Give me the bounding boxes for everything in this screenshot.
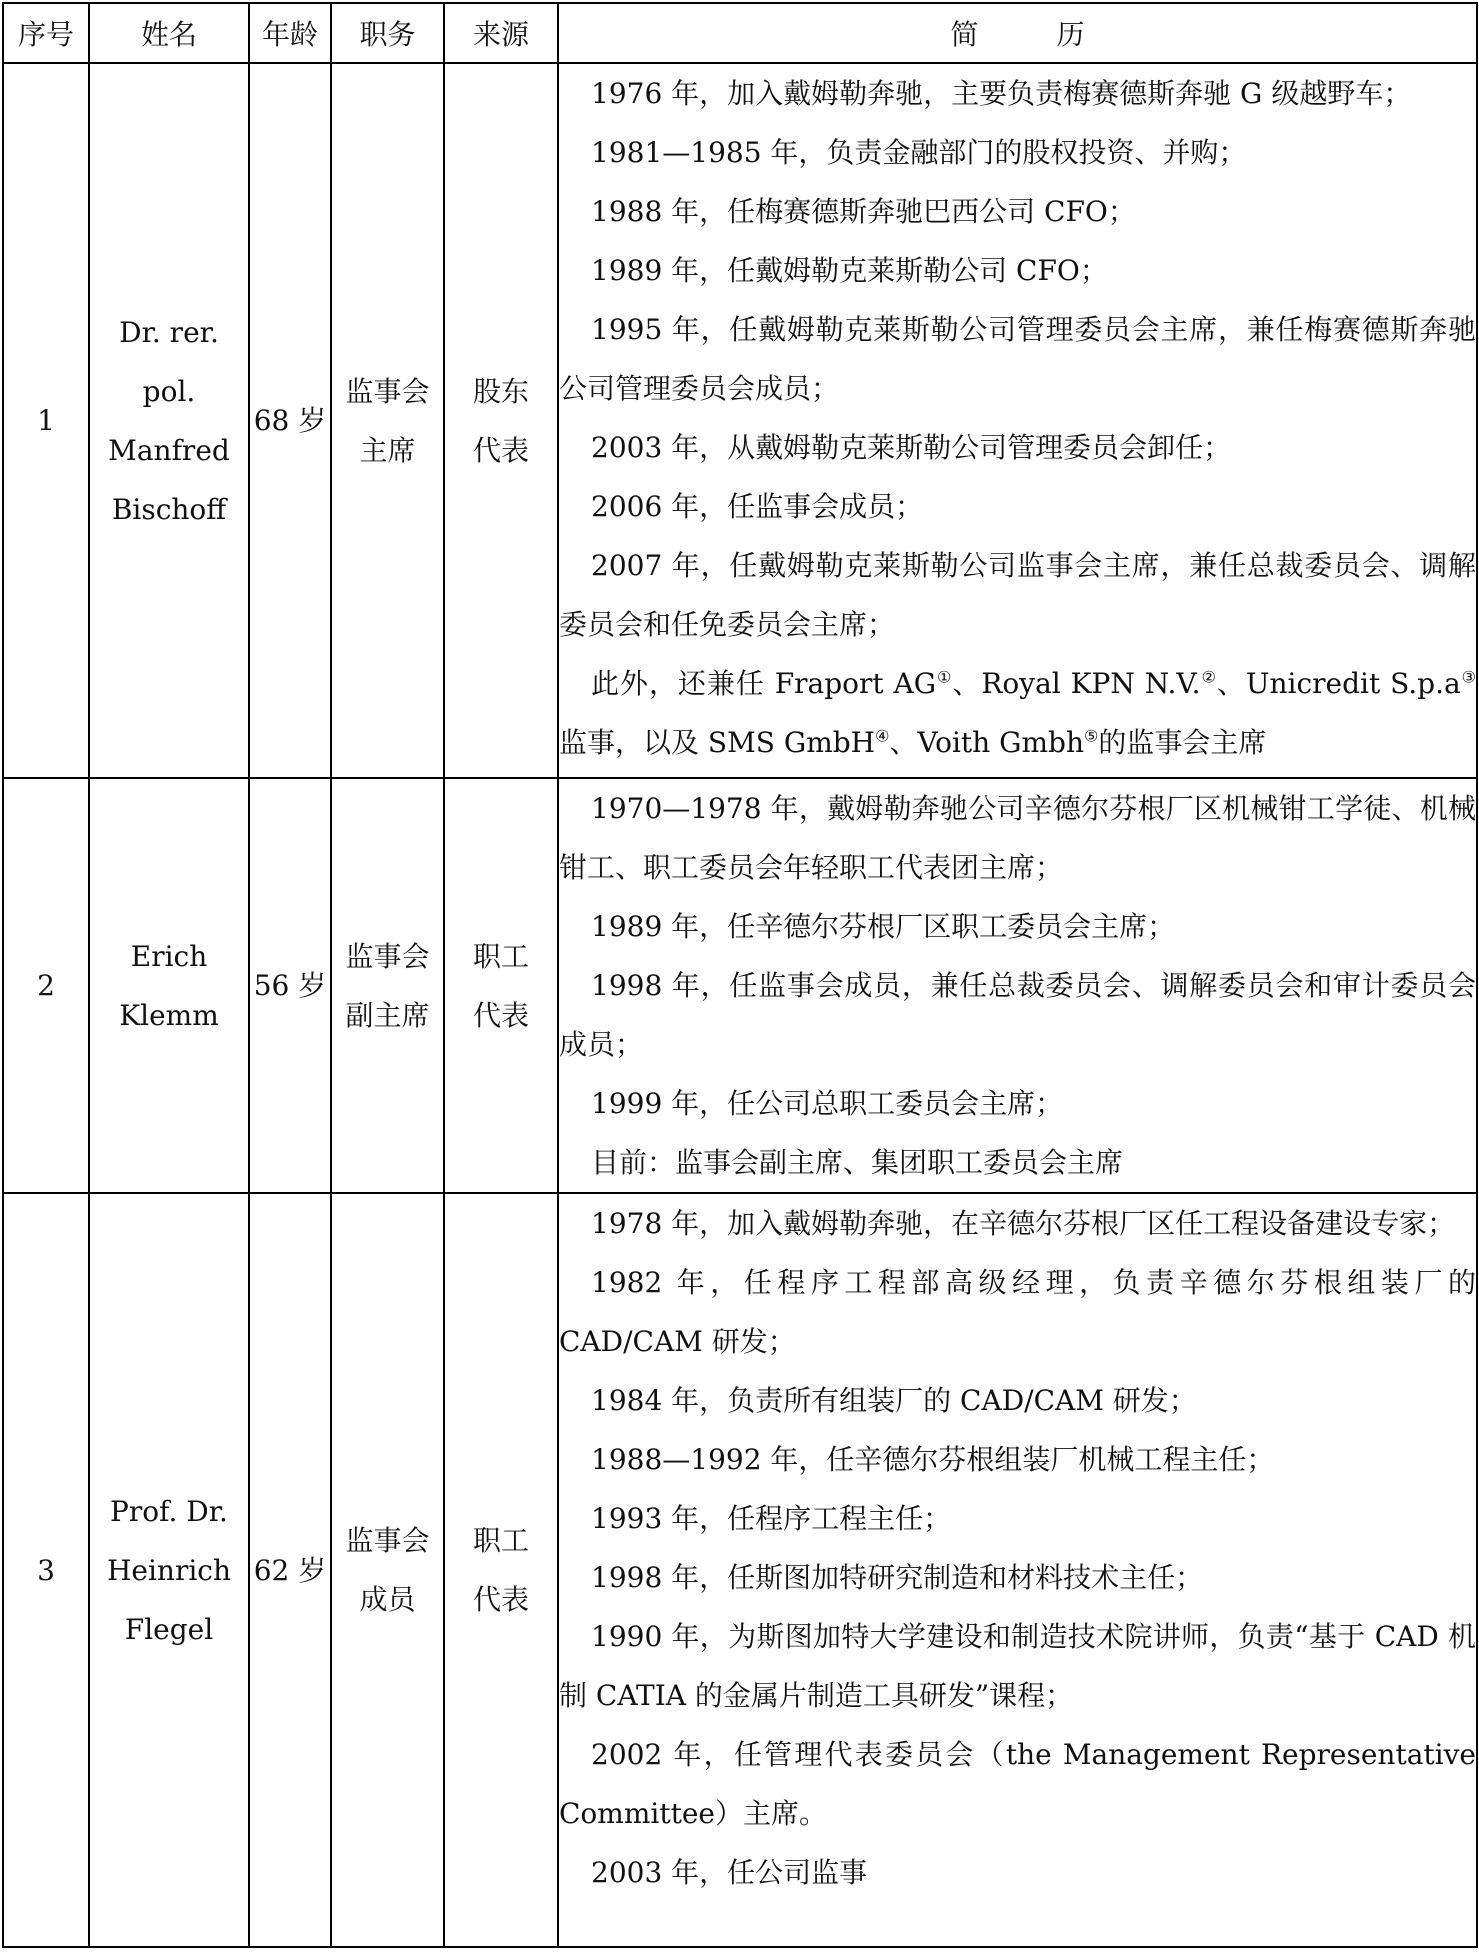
bio-entry: 1976 年，加入戴姆勒奔驰，主要负责梅赛德斯奔驰 G 级越野车； <box>591 77 1412 110</box>
name-line: Manfred <box>108 433 230 467</box>
other-posts-text: 的监事会主席 <box>1098 726 1267 759</box>
footnote-marker: ③ <box>1460 667 1477 687</box>
row-index: 2 <box>3 778 89 1193</box>
name-line: Klemm <box>119 998 219 1032</box>
row-position <box>331 1193 444 1947</box>
source-line: 职工 <box>472 1524 529 1557</box>
position-line: 副主席 <box>345 998 430 1032</box>
header-source: 来源 <box>444 3 558 63</box>
bio-entry: 1970—1978 年，戴姆勒奔驰公司辛德尔芬根厂区机械钳工学徒、机械钳工、职工委员会年轻职工代表团主席； <box>559 792 1476 884</box>
header-row <box>3 3 1477 63</box>
bio-entry: 1989 年，任戴姆勒克莱斯勒公司 CFO； <box>591 254 1108 287</box>
header-bio <box>558 3 1477 63</box>
bio-entry: 1989 年，任辛德尔芬根厂区职工委员会主席； <box>591 910 1176 943</box>
row-position <box>331 63 444 778</box>
other-posts-text: 、Voith Gmbh <box>889 726 1084 759</box>
row-index: 1 <box>3 63 89 778</box>
footnote-marker: ④ <box>875 726 890 746</box>
bio-entry-other-posts <box>559 654 1476 772</box>
row-source <box>444 63 558 778</box>
source-line: 代表 <box>472 433 529 467</box>
other-posts-text: 此外，还兼任 Fraport AG <box>591 667 937 700</box>
row-position <box>331 778 444 1193</box>
source-line: 股东 <box>472 374 529 408</box>
position-line: 监事会 <box>345 1524 430 1557</box>
bio-entry: 2007 年，任戴姆勒克莱斯勒公司监事会主席，兼任总裁委员会、调解委员会和任免委员会主席； <box>559 549 1476 641</box>
row-name <box>89 778 249 1193</box>
name-line: Heinrich <box>106 1553 232 1587</box>
table-row <box>3 63 1477 778</box>
row-name <box>89 63 249 778</box>
footnote-marker: ① <box>936 667 953 687</box>
source-line: 代表 <box>472 998 529 1032</box>
row-age: 62 岁 <box>249 1193 331 1947</box>
header-name: 姓名 <box>89 3 249 63</box>
bio-entry: 1982 年，任程序工程部高级经理，负责辛德尔芬根组装厂的 CAD/CAM 研发； <box>559 1266 1476 1358</box>
bio-entry: 2003 年，任公司监事 <box>591 1856 868 1889</box>
row-name <box>89 1193 249 1947</box>
header-index: 序号 <box>3 3 89 63</box>
bio-entry: 1999 年，任公司总职工委员会主席； <box>591 1087 1064 1120</box>
bio-entry: 2002 年，任管理代表委员会（the Management Representative Committee）主席。 <box>559 1738 1476 1830</box>
row-bio <box>558 778 1477 1193</box>
bio-entry: 2006 年，任监事会成员； <box>591 490 924 523</box>
row-bio <box>558 1193 1477 1947</box>
header-position: 职务 <box>331 3 444 63</box>
name-line: Bischoff <box>111 492 227 526</box>
other-posts-text: 、Royal KPN N.V. <box>952 667 1201 700</box>
bio-entry: 1993 年，任程序工程主任； <box>591 1502 952 1535</box>
bio-entry: 1998 年，任斯图加特研究制造和材料技术主任； <box>591 1561 1204 1594</box>
supervisory-board-table <box>2 2 1478 1948</box>
row-source <box>444 778 558 1193</box>
row-index: 3 <box>3 1193 89 1947</box>
source-line: 职工 <box>472 939 529 973</box>
table-row <box>3 778 1477 1193</box>
name-line: Flegel <box>124 1612 214 1646</box>
position-line: 成员 <box>359 1583 416 1616</box>
bio-entry: 1981—1985 年，负责金融部门的股权投资、并购； <box>591 136 1247 169</box>
position-line: 主席 <box>359 433 416 467</box>
bio-entry: 1988 年，任梅赛德斯奔驰巴西公司 CFO； <box>591 195 1136 228</box>
row-age: 56 岁 <box>249 778 331 1193</box>
bio-entry: 1990 年，为斯图加特大学建设和制造技术院讲师，负责“基于 CAD 机制 CATIA 的金属片制造工具研发”课程； <box>559 1620 1476 1712</box>
other-posts-text: 监事，以及 SMS GmbH <box>559 726 876 759</box>
table-row <box>3 1193 1477 1947</box>
position-line: 监事会 <box>345 374 430 408</box>
bio-entry: 1988—1992 年，任辛德尔芬根组装厂机械工程主任； <box>591 1443 1275 1476</box>
bio-entry: 1995 年，任戴姆勒克莱斯勒公司管理委员会主席，兼任梅赛德斯奔驰公司管理委员会成员； <box>559 313 1476 405</box>
bio-entry: 2003 年，从戴姆勒克莱斯勒公司管理委员会卸任； <box>591 431 1232 464</box>
bio-entry: 1978 年，加入戴姆勒奔驰，在辛德尔芬根厂区任工程设备建设专家； <box>591 1207 1456 1240</box>
source-line: 代表 <box>472 1583 529 1616</box>
name-line: Dr. rer. pol. <box>119 315 219 408</box>
row-source <box>444 1193 558 1947</box>
position-line: 监事会 <box>345 939 430 973</box>
bio-entry: 1998 年，任监事会成员，兼任总裁委员会、调解委员会和审计委员会成员； <box>559 969 1476 1061</box>
row-bio <box>558 63 1477 778</box>
header-bio-label: 简历 <box>950 18 1163 51</box>
row-age: 68 岁 <box>249 63 331 778</box>
header-age: 年龄 <box>249 3 331 63</box>
bio-entry: 目前：监事会副主席、集团职工委员会主席 <box>591 1146 1124 1179</box>
other-posts-text: 、Unicredit S.p.a <box>1216 667 1461 700</box>
footnote-marker: ② <box>1200 667 1217 687</box>
name-line: Prof. Dr. <box>110 1494 228 1528</box>
bio-entry: 1984 年，负责所有组装厂的 CAD/CAM 研发； <box>591 1384 1197 1417</box>
name-line: Erich <box>130 939 208 973</box>
footnote-marker: ⑤ <box>1083 726 1099 746</box>
